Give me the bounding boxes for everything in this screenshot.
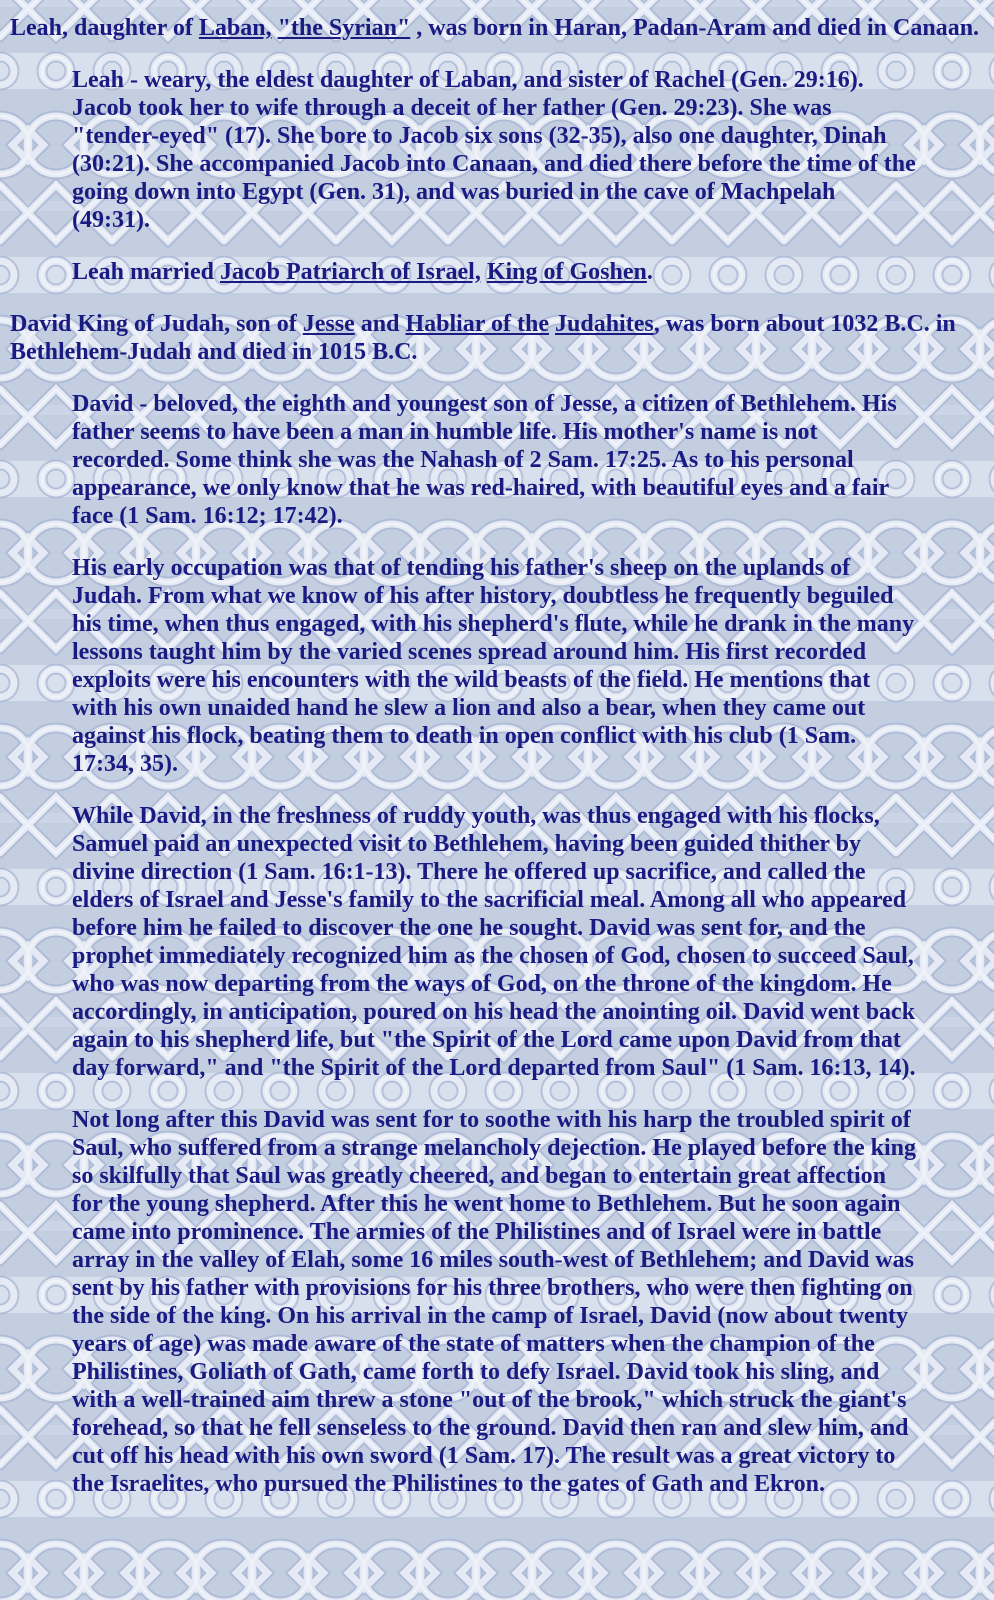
- link-habliar-of-the[interactable]: Habliar of the: [405, 311, 549, 337]
- link-jacob-patriarch-of-israel[interactable]: Jacob Patriarch of Israel,: [219, 259, 481, 285]
- link-laban[interactable]: Laban,: [198, 15, 272, 41]
- paragraph: [72, 390, 917, 530]
- text-run: David - beloved, the eighth and youngest son of Jesse, a citizen of Bethlehem. His father seems to have been a man in humble life. His mother's name is not recorded. Some think she was the Nahash of 2 Sam. 17:25. As to his personal appearance, we only know that he was red-haired, with beautiful eyes and a fair face (1 Sam. 16:12; 17:42).: [72, 391, 897, 529]
- link-king-of-goshen[interactable]: King of Goshen: [486, 259, 647, 285]
- text-run: Leah married: [72, 259, 220, 285]
- paragraph-list: [10, 14, 984, 1498]
- paragraph: [72, 802, 917, 1082]
- text-run: Leah, daughter of: [10, 15, 199, 41]
- link-the-syrian[interactable]: "the Syrian": [277, 15, 411, 41]
- link-jesse[interactable]: Jesse: [302, 311, 355, 337]
- paragraph: [72, 1106, 917, 1498]
- paragraph: [72, 554, 917, 778]
- text-run: and: [354, 311, 406, 337]
- text-run: , was born in Haran, Padan-Aram and died in Canaan.: [410, 15, 980, 41]
- text-run: .: [646, 259, 653, 285]
- link-judahites[interactable]: Judahites: [555, 311, 654, 337]
- paragraph: [72, 258, 917, 286]
- paragraph: [10, 14, 984, 42]
- text-run: Leah - weary, the eldest daughter of Laban, and sister of Rachel (Gen. 29:16). Jacob took her to wife through a deceit of her father (Gen. 29:23). She was "tender-eyed" (17). She bore to Jacob six sons (32-35), also one daughter, Dinah (30:21). She accompanied Jacob into Canaan, and died there before the time of the going down into Egypt (Gen. 31), and was buried in the cave of Machpelah (49:31).: [72, 67, 916, 233]
- text-run: His early occupation was that of tending his father's sheep on the uplands of Judah. From what we know of his after history, doubtless he frequently beguiled his time, when thus engaged, with his shepherd's flute, while he drank in the many lessons taught him by the varied scenes spread around him. His first recorded exploits were his encounters with the wild beasts of the field. He mentions that with his own unaided hand he slew a lion and also a bear, when they came out against his flock, beating them to death in open conflict with his club (1 Sam. 17:34, 35).: [72, 555, 915, 777]
- text-run: While David, in the freshness of ruddy youth, was thus engaged with his flocks, Samuel paid an unexpected visit to Bethlehem, having been guided thither by divine direction (1 Sam. 16:1-13). There he offered up sacrifice, and called the elders of Israel and Jesse's family to the sacrificial meal. Among all who appeared before him he failed to discover the one he sought. David was sent for, and the prophet immediately recognized him as the chosen of God, chosen to succeed Saul, who was now departing from the ways of God, on the throne of the kingdom. He accordingly, in anticipation, poured on his head the anointing oil. David went back again to his shepherd life, but "the Spirit of the Lord came upon David from that day forward," and "the Spirit of the Lord departed from Saul" (1 Sam. 16:13, 14).: [72, 803, 916, 1081]
- text-run: , was born about 1032 B.C. in Bethlehem-Judah and died in 1015 B.C.: [10, 311, 956, 365]
- text-run: Not long after this David was sent for to soothe with his harp the troubled spirit of Saul, who suffered from a strange melancholy dejection. He played before the king so skilfully that Saul was greatly cheered, and began to entertain great affection for the young shepherd. After this he went home to Bethlehem. But he soon again came into prominence. The armies of the Philistines and of Israel were in battle array in the valley of Elah, some 16 miles south-west of Bethlehem; and David was sent by his father with provisions for his three brothers, who were then fighting on the side of the king. On his arrival in the camp of Israel, David (now about twenty years of age) was made aware of the state of matters when the champion of the Philistines, Goliath of Gath, came forth to defy Israel. David took his sling, and with a well-trained aim threw a stone "out of the brook," which struck the giant's forehead, so that he fell senseless to the ground. David then ran and slew him, and cut off his head with his own sword (1 Sam. 17). The result was a great victory to the Israelites, who pursued the Philistines to the gates of Gath and Ekron.: [72, 1107, 916, 1497]
- text-run: David King of Judah, son of: [10, 311, 303, 337]
- paragraph: [10, 310, 984, 366]
- paragraph: [72, 66, 917, 234]
